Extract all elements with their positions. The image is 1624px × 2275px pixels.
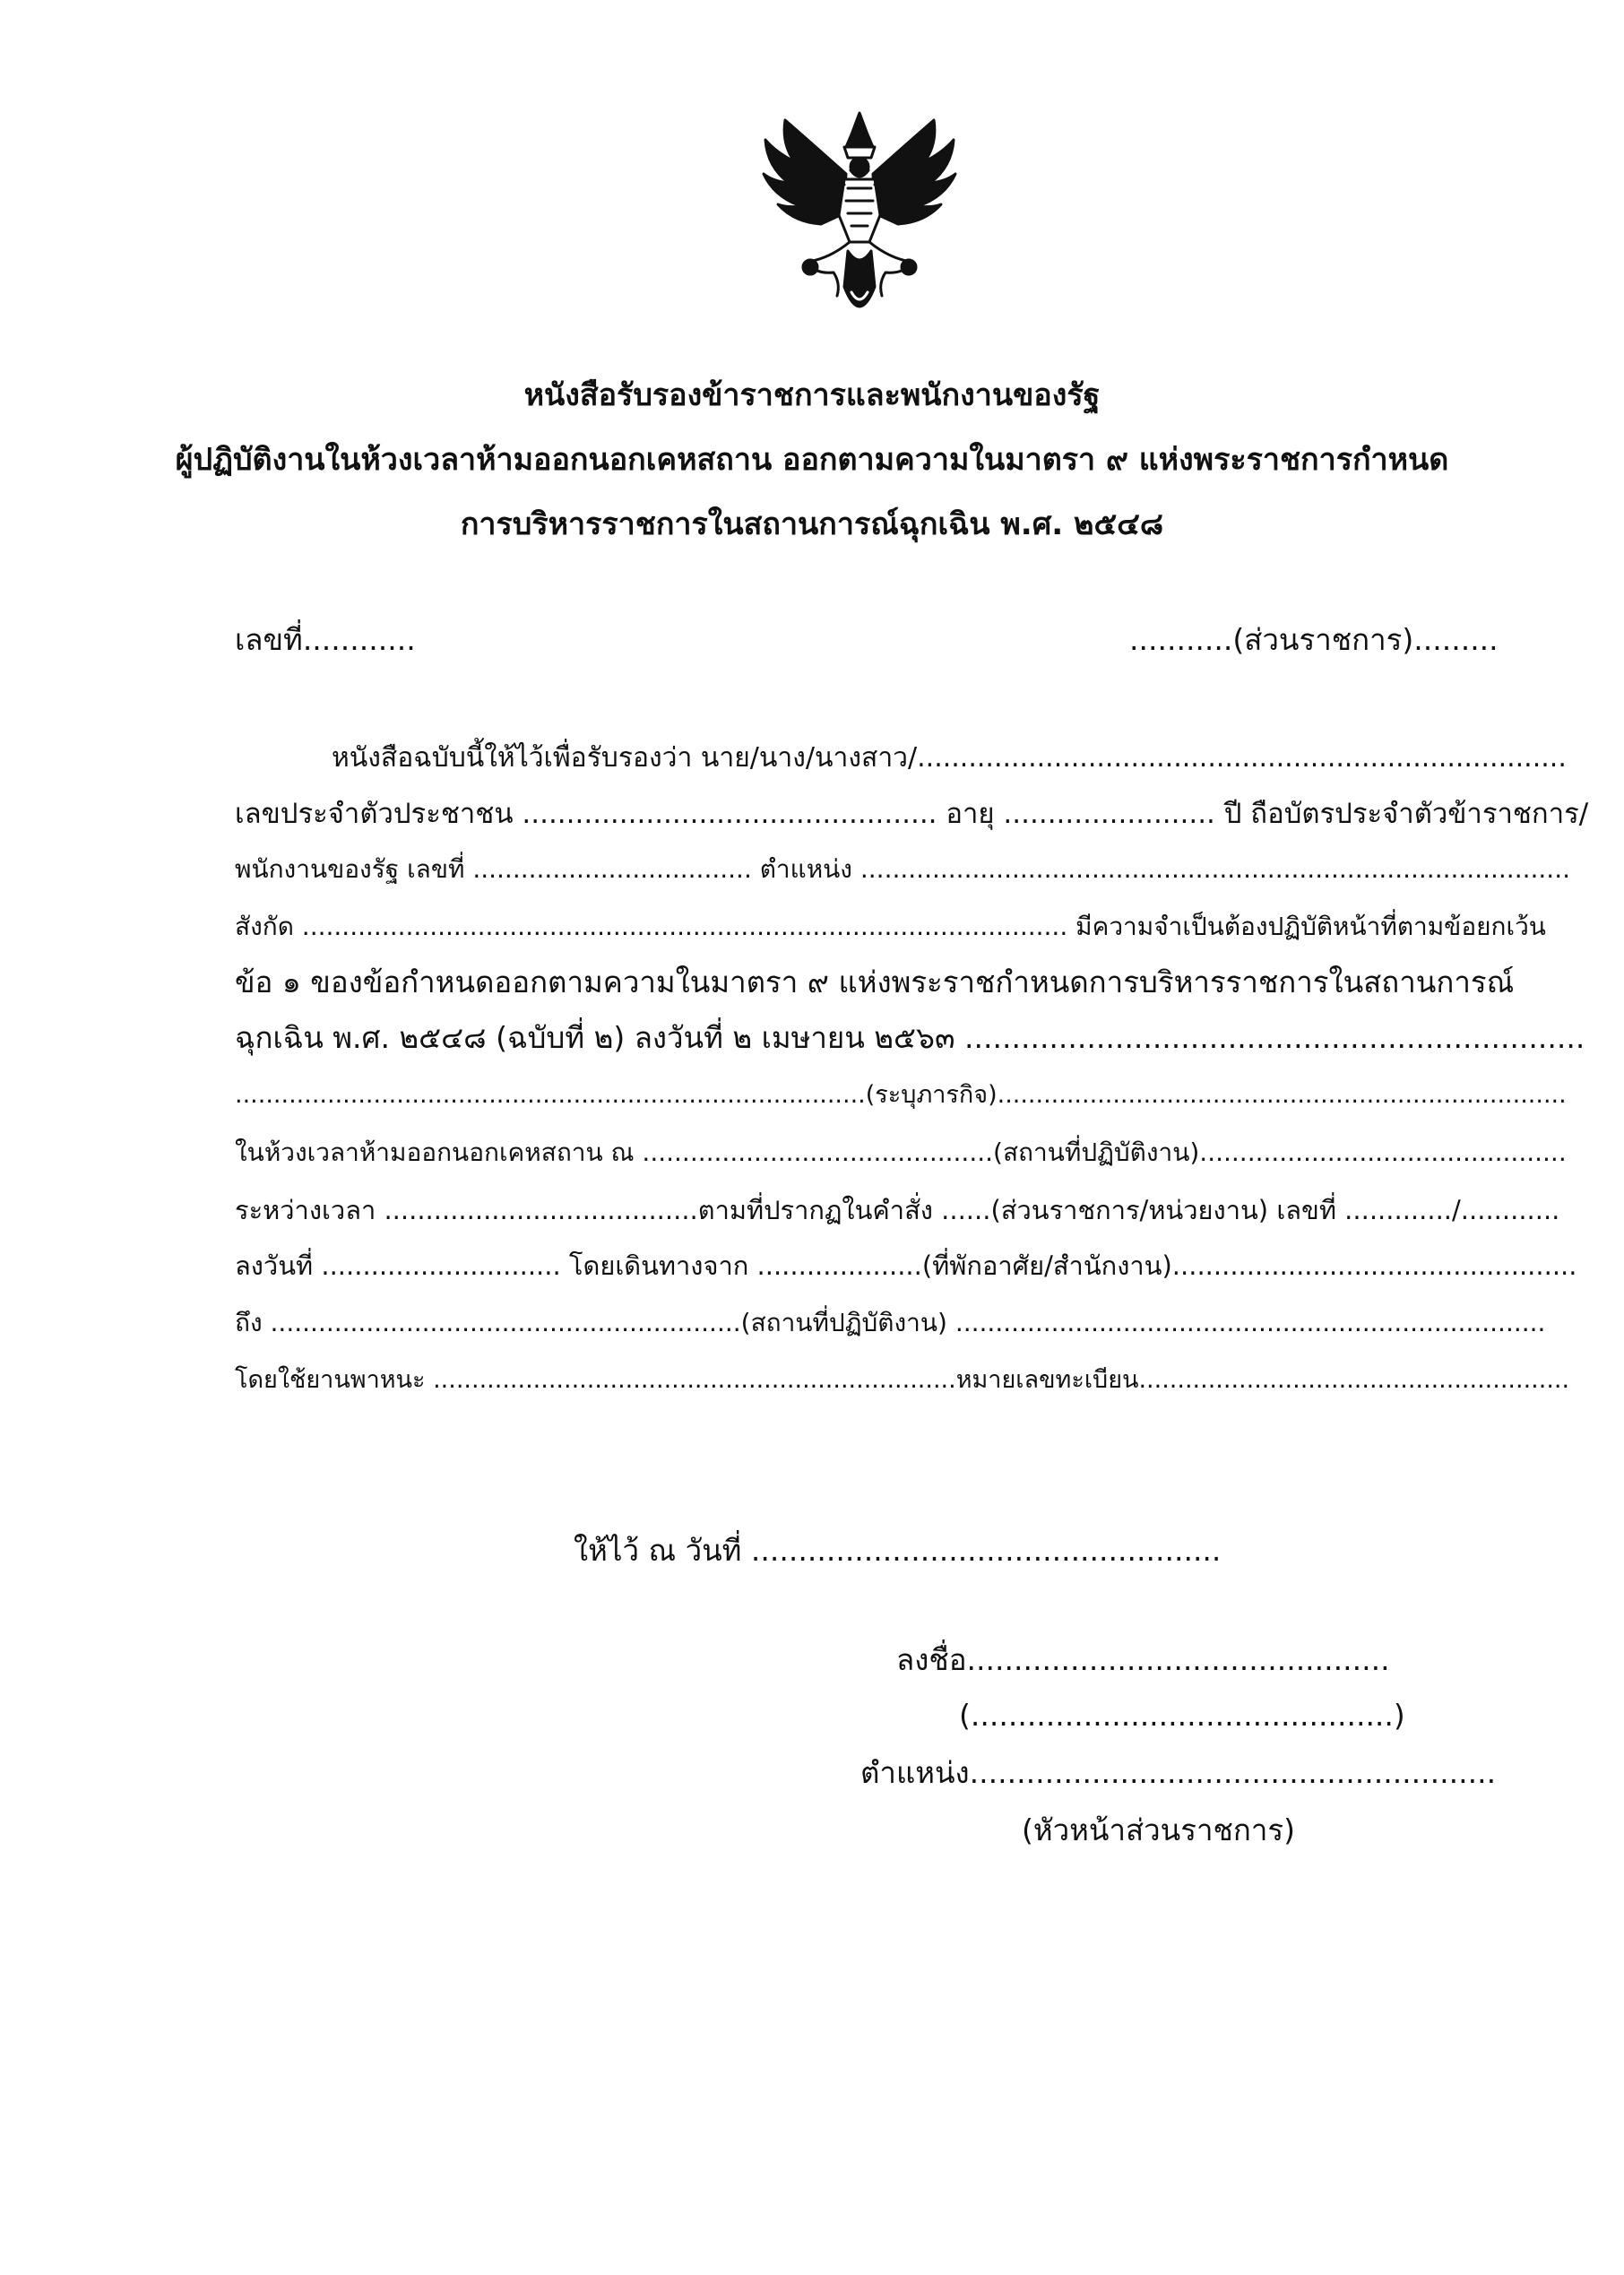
body-line-12: โดยใช้ยานพาหนะ ....................................................................หมายเลขทะเบียน........................................................ xyxy=(235,1366,1570,1394)
body-line-2: เลขประจำตัวประชาชน ............................................... อายุ ........................ ปี ถือบัตรประจำตัวข้าราชการ/ xyxy=(235,798,1589,830)
body-line-9: ระหว่างเวลา ......................................ตามที่ปรากฏในคำสั่ง ......(ส่วนราชการ/หน่วยงาน) เลขที่ ............./............ xyxy=(235,1195,1560,1225)
given-date: ให้ไว้ ณ วันที่ .................................................. xyxy=(574,1533,1222,1568)
document-subtitle-line-1: ผู้ปฏิบัติงานในห้วงเวลาห้ามออกนอกเคหสถาน ออกตามความในมาตรา ๙ แห่งพระราชการกำหนด xyxy=(175,442,1449,478)
body-line-1: หนังสือฉบับนี้ให้ไว้เพื่อรับรองว่า นาย/นาง/นางสาว/............................................................................ xyxy=(332,742,1567,774)
signature-position: ตำแหน่ง........................................................ xyxy=(860,1755,1497,1790)
garuda-emblem-icon xyxy=(758,108,961,330)
signature-line: ลงชื่อ............................................. xyxy=(896,1642,1390,1677)
body-line-11: ถึง ...........................................................(สถานที่ปฏิบัติงาน) .......................................................................... xyxy=(235,1308,1546,1337)
body-line-6: ฉุกเฉิน พ.ศ. ๒๕๔๘ (ฉบับที่ ๒) ลงวันที่ ๒ เมษายน ๒๕๖๓ .................................................................. xyxy=(235,1020,1585,1055)
body-line-5: ข้อ ๑ ของข้อกำหนดออกตามความในมาตรา ๙ แห่งพระราชกำหนดการบริหารราชการในสถานการณ์ xyxy=(235,964,1515,999)
document-title: หนังสือรับรองข้าราชการและพนักงานของรัฐ xyxy=(523,377,1101,413)
body-line-8: ในห้วงเวลาห้ามออกนอกเคหสถาน ณ ............................................(สถานที่ปฏิบัติงาน).............................................. xyxy=(235,1138,1567,1167)
document-subtitle-line-2: การบริหารราชการในสถานการณ์ฉุกเฉิน พ.ศ. ๒๕๔๘ xyxy=(460,506,1164,542)
body-line-10: ลงวันที่ ............................. โดยเดินทางจาก ....................(ที่พักอาศัย/สำนักงาน)................................................. xyxy=(235,1250,1577,1281)
body-line-3: พนักงานของรัฐ เลขที่ ................................... ตำแหน่ง ......................................................................................... xyxy=(235,854,1571,884)
body-line-4: สังกัด ................................................................................................ มีความจำเป็นต้องปฏิบัติหน้าที่ตามข้อยกเว้น xyxy=(235,912,1546,941)
body-line-7: ..................................................................................(ระบุภารกิจ).......................................................................... xyxy=(235,1081,1567,1109)
agency-name: ...........(ส่วนราชการ)......... xyxy=(1129,622,1499,657)
reference-number: เลขที่............ xyxy=(235,622,416,657)
signature-name: (.............................................) xyxy=(959,1698,1405,1733)
signature-role: (หัวหน้าส่วนราชการ) xyxy=(1022,1812,1295,1847)
